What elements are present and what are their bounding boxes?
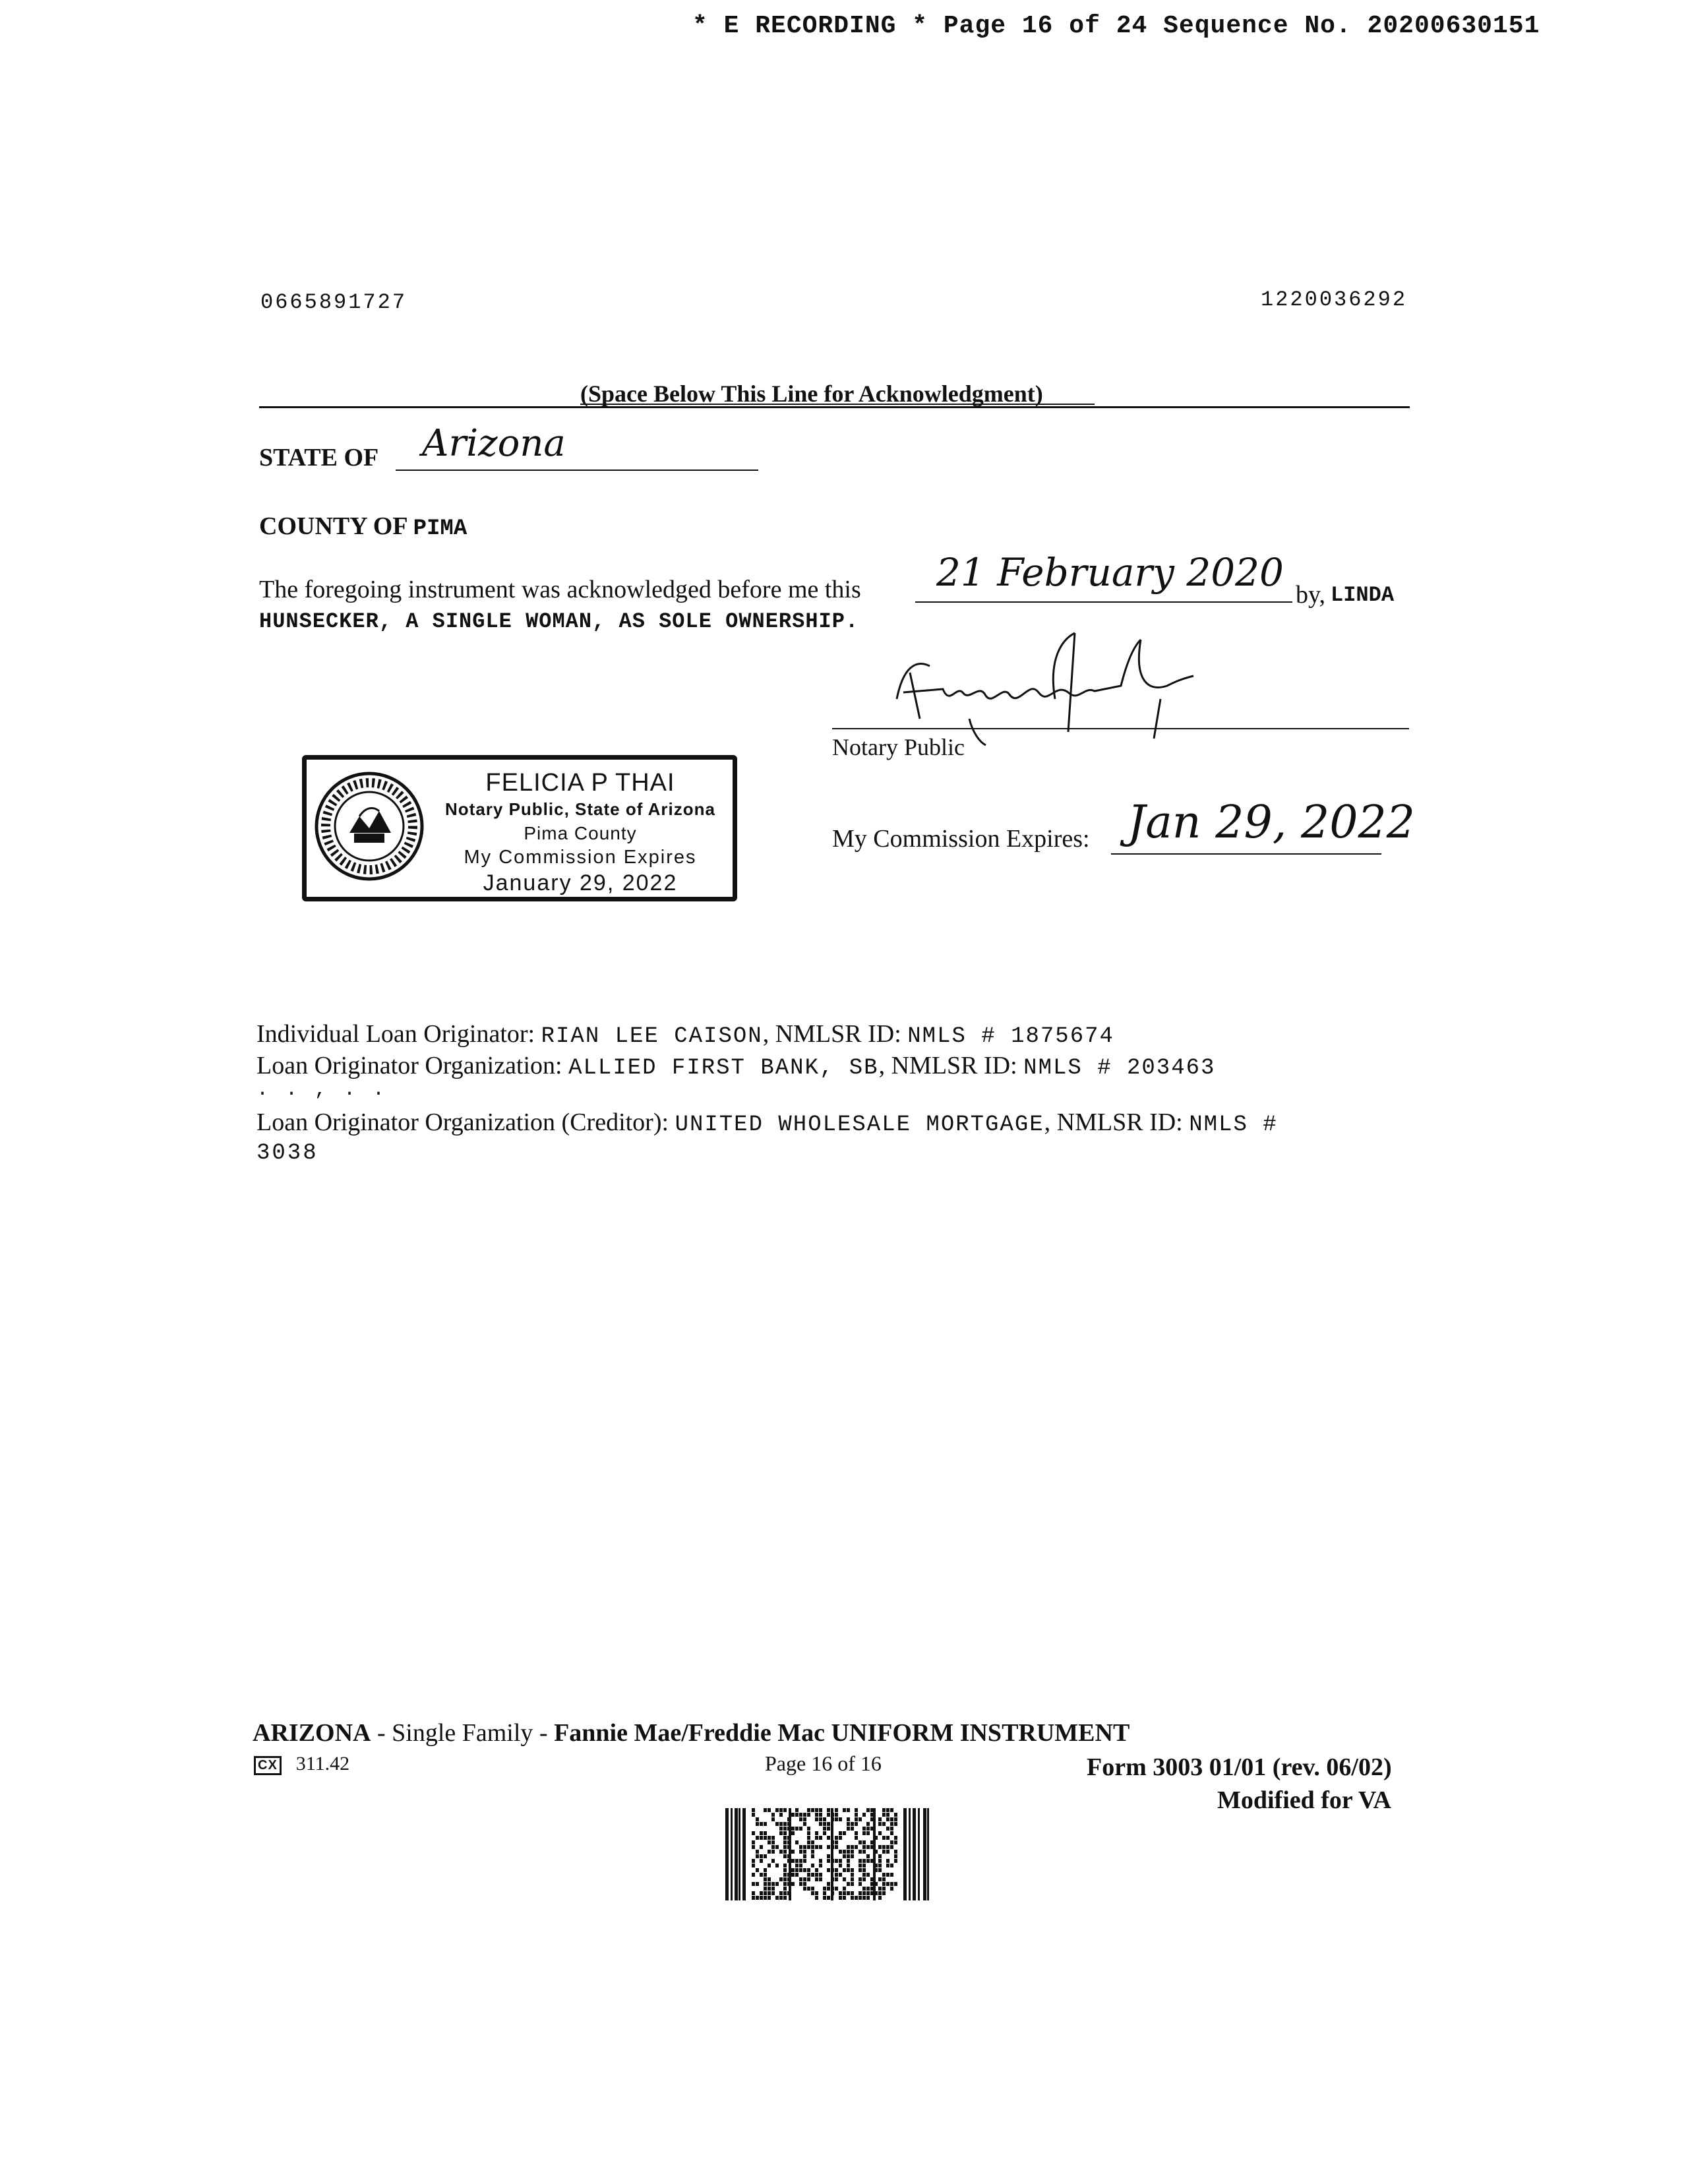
footer-page-number: Page 16 of 16 [765, 1751, 882, 1775]
footer-instrument: Fannie Mae/Freddie Mac UNIFORM INSTRUMENT [554, 1719, 1130, 1747]
cx-badge: CX [254, 1756, 282, 1775]
footer-code: 311.42 [295, 1753, 350, 1774]
county-value: PIMA [413, 516, 467, 541]
acknowledgment-divider [259, 406, 1410, 408]
individual-originator-label: Individual Loan Originator: [256, 1020, 535, 1048]
county-line [259, 512, 467, 541]
county-label: COUNTY OF [259, 512, 407, 540]
commission-underline [1111, 853, 1381, 855]
loan-number-right: 1220036292 [1261, 288, 1408, 312]
date-underline [915, 601, 1292, 603]
footer-form-number: Form 3003 01/01 (rev. 06/02) [1087, 1753, 1392, 1781]
loan-number-left: 0665891727 [260, 290, 407, 315]
acknowledgment-date: 21 February 2020 [936, 550, 1284, 595]
acknowledgment-heading: (Space Below This Line for Acknowledgment) [580, 380, 1043, 407]
organization-name: ALLIED FIRST BANK, SB [568, 1056, 879, 1081]
stamp-commission-date: January 29, 2022 [483, 870, 678, 895]
creditor-id-label: , NMLSR ID: [1044, 1108, 1183, 1136]
stamp-commission-label: My Commission Expires [464, 847, 697, 868]
commission-value: Jan 29, 2022 [1128, 797, 1416, 849]
by-label: by, [1296, 581, 1326, 609]
stamp-county: Pima County [524, 823, 637, 843]
individual-originator-name: RIAN LEE CAISON [541, 1024, 763, 1049]
stamp-notary-title: Notary Public, State of Arizona [445, 799, 715, 819]
state-value: Arizona [422, 422, 566, 465]
recording-header: * E RECORDING * Page 16 of 24 Sequence No. 20200630151 [692, 12, 1540, 40]
creditor-id-part2: 3038 [256, 1141, 318, 1166]
arizona-state-seal-icon [313, 770, 425, 882]
organization-originator-line [256, 1051, 1215, 1081]
notary-stamp [302, 755, 737, 901]
state-underline [396, 470, 758, 471]
organization-id: NMLS # 203463 [1023, 1056, 1216, 1081]
creditor-name: UNITED WHOLESALE MORTGAGE [675, 1112, 1044, 1138]
footer-separator: - Single Family - [371, 1719, 555, 1747]
heading-underline [580, 404, 1095, 405]
organization-label: Loan Originator Organization: [256, 1052, 562, 1079]
signer-name-line2: HUNSECKER, A SINGLE WOMAN, AS SOLE OWNERSHIP. [259, 609, 859, 634]
notary-label: Notary Public [832, 734, 965, 760]
creditor-id-part1: NMLS # [1189, 1112, 1278, 1138]
signer-name-line1: LINDA [1331, 583, 1395, 607]
footer-modified: Modified for VA [1217, 1786, 1391, 1814]
notary-signature-line [832, 728, 1409, 729]
individual-originator-line [256, 1019, 1114, 1049]
barcode-icon [725, 1808, 931, 1900]
commission-label: My Commission Expires: [832, 825, 1090, 853]
creditor-label: Loan Originator Organization (Creditor): [256, 1108, 669, 1136]
footer-title [253, 1718, 1130, 1747]
acknowledgment-sentence: The foregoing instrument was acknowledged before me this [259, 576, 861, 603]
dot-marks: . . , . . [256, 1079, 388, 1101]
stamp-notary-name: FELICIA P THAI [485, 769, 675, 797]
creditor-line [256, 1108, 1278, 1138]
footer-code-line [254, 1753, 349, 1775]
individual-id-label: , NMLSR ID: [762, 1020, 901, 1048]
state-label: STATE OF [259, 444, 379, 471]
individual-id: NMLS # 1875674 [907, 1024, 1114, 1049]
organization-id-label: , NMLSR ID: [878, 1052, 1017, 1079]
footer-state: ARIZONA [253, 1719, 371, 1747]
